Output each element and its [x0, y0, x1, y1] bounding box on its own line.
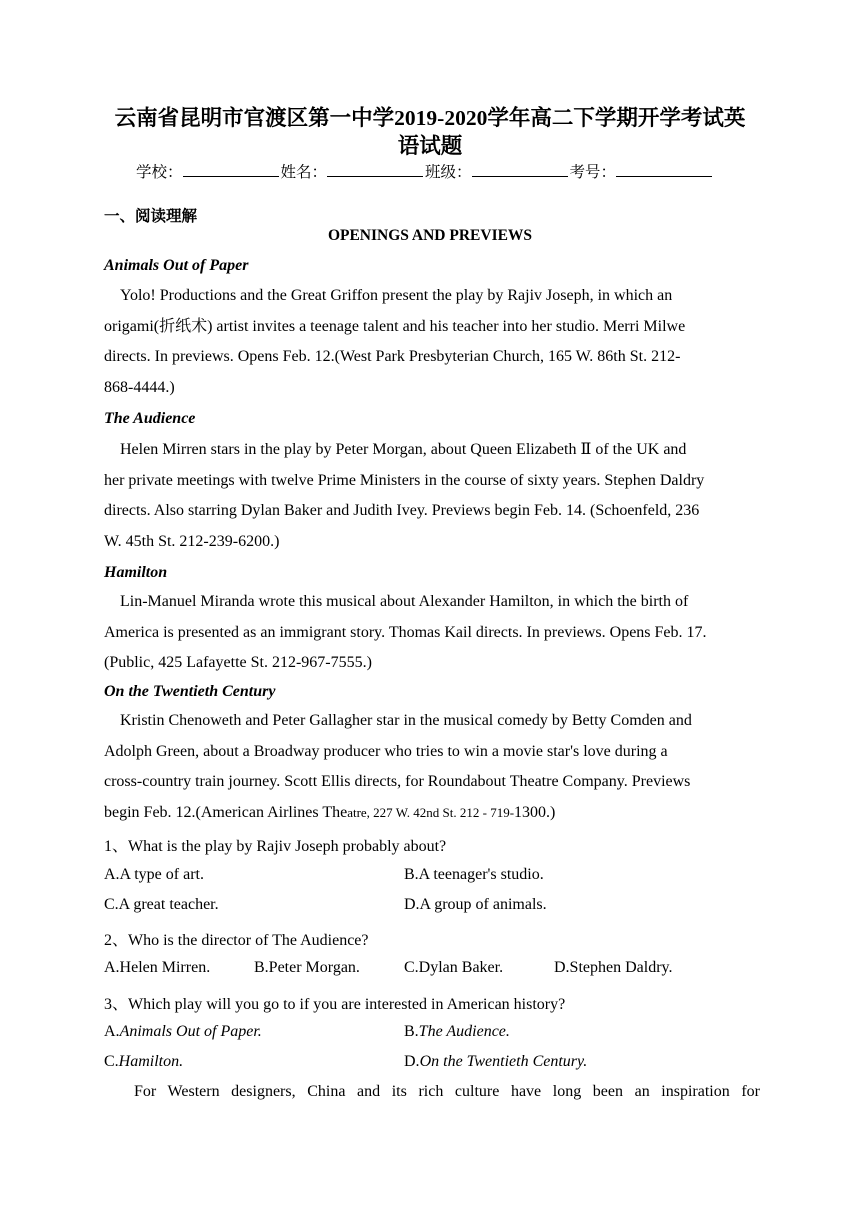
text-line: Lin-Manuel Miranda wrote this musical about Alexander Hamilton, in which the birth of: [120, 593, 689, 610]
text-line: her private meetings with twelve Prime Ministers in the course of sixty years. Stephen Daldry: [104, 471, 705, 489]
class-blank[interactable]: [472, 162, 568, 177]
text-part: begin Feb. 12.(American Airlines The: [104, 803, 348, 821]
q1-option-a[interactable]: A.A type of art.: [104, 866, 204, 883]
next-passage-first-line: For Western designers, China and its rich culture have long been an inspiration for: [134, 1083, 760, 1100]
text-line: directs. In previews. Opens Feb. 12.(West Park Presbyterian Church, 165 W. 86th St. 212-: [104, 348, 681, 365]
name-blank[interactable]: [327, 162, 423, 177]
text-line: Kristin Chenoweth and Peter Gallagher star in the musical comedy by Betty Comden and: [120, 712, 692, 729]
id-blank[interactable]: [616, 162, 712, 177]
name-label: 姓名：: [280, 164, 328, 181]
question-2: 2、Who is the director of The Audience?: [104, 932, 369, 949]
play-desc-twentieth-century: [104, 706, 764, 828]
text-line: W. 45th St. 212-239-6200.): [104, 532, 280, 550]
text-line: [104, 798, 764, 829]
text-line: America is presented as an immigrant story. Thomas Kail directs. In previews. Opens Feb. 17.: [104, 623, 707, 641]
q3-option-b[interactable]: [404, 1023, 510, 1041]
text-line: cross-country train journey. Scott Ellis directs, for Roundabout Theatre Company. Previews: [104, 773, 691, 790]
q2-option-a[interactable]: A.Helen Mirren.: [104, 959, 211, 976]
q1-option-b[interactable]: B.A teenager's studio.: [404, 866, 544, 883]
text-line: (Public, 425 Lafayette St. 212-967-7555.): [104, 654, 372, 671]
text-line: origami(折纸术) artist invites a teenage talent and his teacher into her studio. Merri Milwe: [104, 317, 686, 335]
question-1: 1、What is the play by Rajiv Joseph probably about?: [104, 838, 447, 855]
option-text: Hamilton.: [118, 1053, 184, 1070]
title-line-2: 语试题: [397, 134, 463, 158]
q1-option-c[interactable]: C.A great teacher.: [104, 896, 219, 913]
option-letter: D.: [404, 1053, 420, 1070]
play-title-animals: Animals Out of Paper: [104, 257, 249, 274]
play-desc-animals: [104, 281, 764, 403]
text-line: Adolph Green, about a Broadway producer who tries to win a movie star's love during a: [104, 742, 668, 760]
option-text: Animals Out of Paper.: [119, 1023, 262, 1040]
section-heading: 一、阅读理解: [104, 208, 198, 225]
text-line: 868-4444.): [104, 378, 175, 396]
q3-option-c[interactable]: [104, 1053, 183, 1071]
q2-option-d[interactable]: D.Stephen Daldry.: [554, 959, 673, 976]
q3-option-a[interactable]: [104, 1023, 262, 1041]
option-letter: B.: [404, 1023, 419, 1040]
q1-option-d[interactable]: D.A group of animals.: [404, 896, 547, 913]
class-label: 班级：: [425, 164, 472, 181]
option-letter: A.: [104, 1023, 120, 1040]
play-desc-hamilton: [104, 587, 764, 679]
q2-option-c[interactable]: C.Dylan Baker.: [404, 959, 504, 976]
option-letter: C.: [104, 1053, 119, 1070]
title-line-1: 云南省昆明市官渡区第一中学2019-2020学年高二下学期开学考试英: [114, 106, 746, 130]
text-line: Helen Mirren stars in the play by Peter Morgan, about Queen Elizabeth Ⅱ of the UK and: [120, 441, 687, 458]
school-blank[interactable]: [183, 162, 279, 177]
passage-title: OPENINGS AND PREVIEWS: [327, 227, 533, 244]
text-part: 1300.): [514, 803, 556, 821]
q3-option-d[interactable]: [404, 1053, 587, 1071]
text-part-small: atre, 227 W. 42nd St. 212 - 719-: [347, 804, 515, 820]
option-text: The Audience.: [418, 1023, 510, 1040]
text-line: Yolo! Productions and the Great Griffon present the play by Rajiv Joseph, in which an: [120, 287, 673, 304]
option-text: On the Twentieth Century.: [419, 1053, 588, 1070]
id-label: 考号：: [569, 164, 617, 181]
play-title-hamilton: Hamilton: [104, 564, 168, 581]
page-title: [90, 104, 770, 160]
play-desc-audience: [104, 435, 764, 557]
text-line: directs. Also starring Dylan Baker and Judith Ivey. Previews begin Feb. 14. (Schoenfeld, 236: [104, 502, 700, 519]
play-title-audience: The Audience: [104, 410, 196, 427]
play-title-twentieth-century: On the Twentieth Century: [104, 683, 276, 700]
q2-option-b[interactable]: B.Peter Morgan.: [254, 959, 360, 976]
student-info-row: [136, 160, 714, 182]
question-3: 3、Which play will you go to if you are interested in American history?: [104, 996, 566, 1013]
school-label: 学校：: [136, 164, 183, 181]
